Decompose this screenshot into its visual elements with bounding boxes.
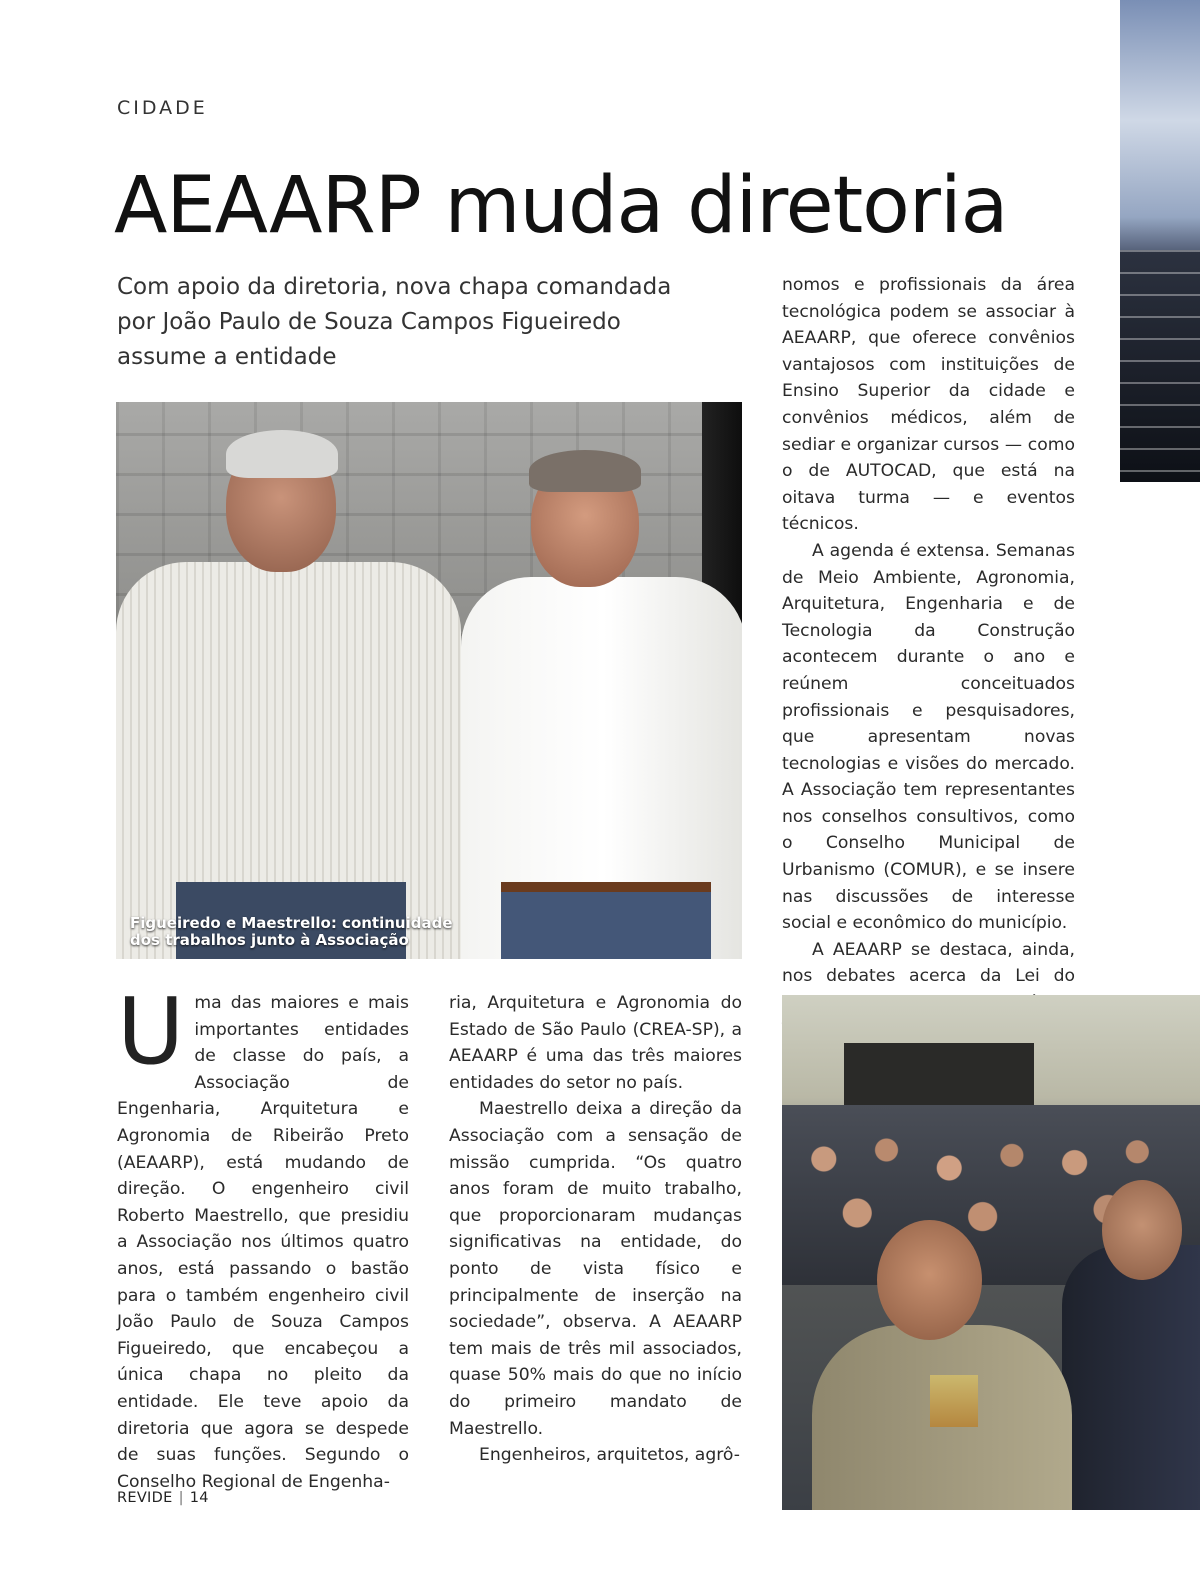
drop-cap: U	[117, 978, 185, 1085]
paragraph: ria, Arquitetura e Agronomia do Estado de São Paulo (CREA-SP), a AEAARP é uma das três maiores entidades do setor no país.	[449, 993, 742, 1093]
section-label: CIDADE	[117, 97, 208, 119]
page-footer	[117, 1490, 209, 1506]
paragraph: ma das maiores e mais importantes entidades de classe do país, a Associação de Engenharia, Arquitetura e Agronomia de Ribeirão Preto (AEAARP), está mudando de direção. O engenheiro civil Roberto Maestrello, que presidiu a Associação nos últimos quatro anos, está passando o bastão para o também engenheiro civil João Paulo de Souza Campos Figueiredo, que encabeçou a única chapa no pleito da entidade. Ele teve apoio da diretoria que agora se despede de suas funções. Segundo o Conselho Regional de Engenha-	[117, 993, 409, 1492]
headline: AEAARP muda diretoria	[114, 161, 1008, 251]
photo-caption: Figueiredo e Maestrello: continuidade dos trabalhos junto à Associação	[130, 914, 453, 949]
paragraph: Engenheiros, arquitetos, agrô-	[479, 1445, 740, 1466]
footer-separator: |	[178, 1490, 184, 1506]
portrait-photo	[116, 402, 742, 959]
body-column-left	[117, 978, 409, 1495]
man-in-suit	[1062, 1245, 1200, 1510]
smiling-man-head	[877, 1220, 982, 1340]
man-right-hair	[529, 450, 641, 492]
subheadline: Com apoio da diretoria, nova chapa comandada por João Paulo de Souza Campos Figueiredo assume a entidade	[117, 274, 672, 370]
paragraph: A agenda é extensa. Semanas de Meio Ambiente, Agronomia, Arquitetura, Engenharia e de Tecnologia da Construção acontecem durante o ano e reúnem conceituados profissionais e pesquisadores, que apresentam novas tecnologias e visões do mercado. A Associação tem representantes nos conselhos consultivos, como o Conselho Municipal de Urbanismo (COMUR), e se insere nas discussões de interesse social e econômico do município.	[782, 540, 1075, 934]
magazine-name: REVIDE	[117, 1490, 173, 1506]
building-facade	[1120, 250, 1200, 482]
paragraph: Maestrello deixa a direção da Associação com a sensação de missão cumprida. “Os quatro anos foram de muito trabalho, que proporcionaram mudanças significativas na entidade, do ponto de vista físico e principalmente de inserção na sociedade”, observa. A AEAARP tem mais de três mil associados, quase 50% mais do que no início do primeiro mandato de Maestrello.	[449, 1099, 742, 1439]
body-column-right	[782, 272, 1075, 1043]
man-left-hair	[226, 430, 338, 478]
man-right-jeans	[501, 892, 711, 959]
page-number: 14	[189, 1490, 209, 1506]
paragraph: A AEAARP se destaca, ainda, nos debates acerca da Lei do	[782, 939, 1075, 987]
name-badge	[930, 1375, 978, 1427]
body-column-middle	[449, 990, 742, 1469]
auditorium-photo	[782, 995, 1200, 1510]
paragraph: nomos e profissionais da área tecnológica podem se associar à AEAARP, que oferece convênios vantajosos com instituições de Ensino Superior da cidade e convênios médicos, além de sediar e organizar cursos — como o de AUTOCAD, que está na oitava turma — e eventos técnicos.	[782, 275, 1075, 535]
building-photo	[1120, 0, 1200, 482]
man-in-suit-head	[1102, 1180, 1182, 1280]
